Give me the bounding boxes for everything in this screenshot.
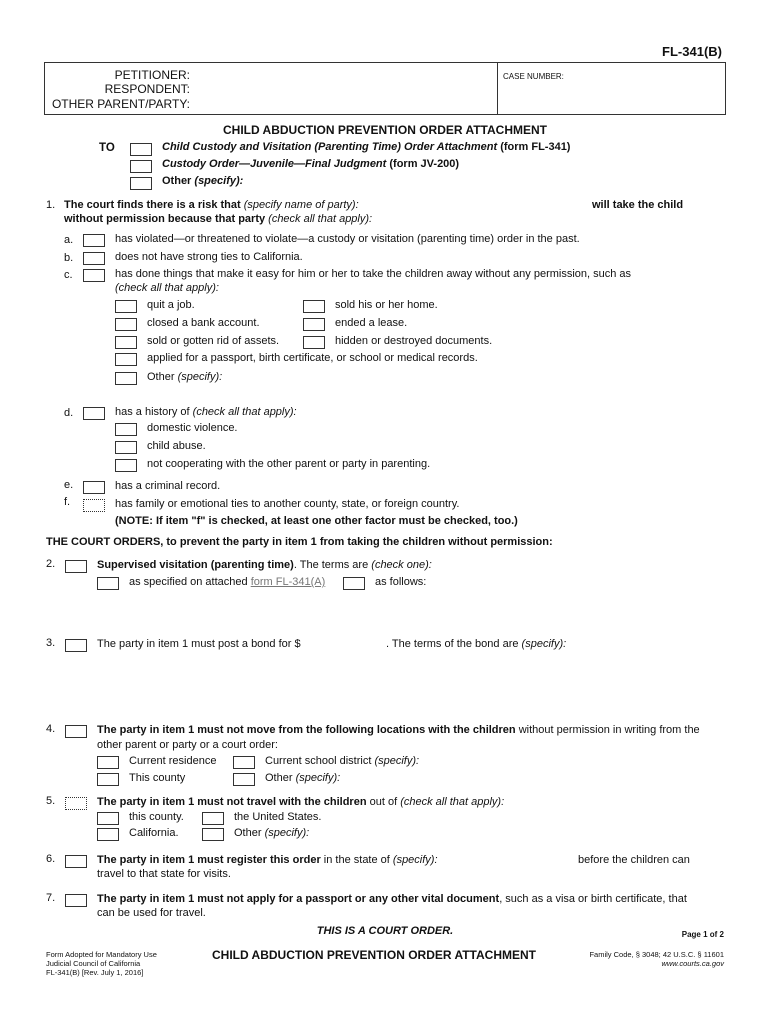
domestic-violence-label: domestic violence. <box>147 422 238 434</box>
to-fl341-option: Child Custody and Visitation (Parenting Time) Order Attachment (form FL-341) <box>162 141 571 153</box>
item1d-letter: d. <box>64 407 74 419</box>
respondent-label: RESPONDENT: <box>104 82 190 96</box>
item1d-checkbox[interactable] <box>83 407 105 420</box>
item6-checkbox[interactable] <box>65 855 87 868</box>
item1e-letter: e. <box>64 479 74 491</box>
page-number: Page 1 of 2 <box>681 930 724 939</box>
item3-checkbox[interactable] <box>65 639 87 652</box>
to-jv200-checkbox[interactable] <box>130 160 152 173</box>
item2-attached-label: as specified on attached form FL-341(A) <box>129 576 326 588</box>
closed-bank-label: closed a bank account. <box>147 317 260 329</box>
item6-line2: travel to that state for visits. <box>97 868 231 880</box>
item1c-text: has done things that make it easy for him or her to take the children away without any permission, such as <box>115 268 632 280</box>
domestic-violence-checkbox[interactable] <box>115 423 137 436</box>
current-residence-label: Current residence <box>129 755 217 767</box>
item1b-letter: b. <box>64 252 74 264</box>
item5-this-county-checkbox[interactable] <box>97 812 119 825</box>
item7-lead: The party in item 1 must not apply for a passport or any other vital document, such as a visa or birth certificate, that <box>97 893 687 905</box>
item1c-other-checkbox[interactable] <box>115 372 137 385</box>
item1f-checkbox[interactable] <box>83 499 105 512</box>
school-district-checkbox[interactable] <box>233 756 255 769</box>
item7-checkbox[interactable] <box>65 894 87 907</box>
not-cooperating-label: not cooperating with the other parent or party in parenting. <box>147 458 431 470</box>
quit-job-label: quit a job. <box>147 299 195 311</box>
item3-lead: The party in item 1 must post a bond for $ <box>97 638 301 650</box>
footer-form-rev: FL-341(B) [Rev. July 1, 2016] <box>46 968 144 977</box>
item1c-text2: (check all that apply): <box>115 282 219 294</box>
item5-other-checkbox[interactable] <box>202 828 224 841</box>
sold-assets-checkbox[interactable] <box>115 336 137 349</box>
item1c-letter: c. <box>64 269 73 281</box>
item2-as-follows-label: as follows: <box>375 576 427 588</box>
to-jv200-option: Custody Order—Juvenile—Final Judgment (form JV-200) <box>162 158 460 170</box>
sold-assets-label: sold or gotten rid of assets. <box>147 335 280 347</box>
footer-adopted: Form Adopted for Mandatory Use <box>46 950 157 959</box>
item5-us-label: the United States. <box>234 811 322 823</box>
child-abuse-checkbox[interactable] <box>115 441 137 454</box>
item1-lead: The court finds there is a risk that (specify name of party): <box>64 199 359 211</box>
item5-this-county-label: this county. <box>129 811 184 823</box>
not-cooperating-checkbox[interactable] <box>115 459 137 472</box>
item5-ca-label: California. <box>129 827 179 839</box>
item1f-note: (NOTE: If item "f" is checked, at least one other factor must be checked, too.) <box>115 515 518 527</box>
item1d-text: has a history of (check all that apply): <box>115 406 297 418</box>
footer-citation: Family Code, § 3048; 42 U.S.C. § 11601 <box>589 950 724 959</box>
item6-lead: The party in item 1 must register this order in the state of (specify): <box>97 854 438 866</box>
item1e-checkbox[interactable] <box>83 481 105 494</box>
passport-applied-label: applied for a passport, birth certificate, or school or medical records. <box>147 352 478 364</box>
footer-council: Judicial Council of California <box>46 959 141 968</box>
case-number-label: CASE NUMBER: <box>503 72 564 81</box>
hidden-docs-label: hidden or destroyed documents. <box>335 335 493 347</box>
item1f-letter: f. <box>64 496 71 508</box>
current-residence-checkbox[interactable] <box>97 756 119 769</box>
item5-lead: The party in item 1 must not travel with the children out of (check all that apply): <box>97 796 505 808</box>
to-fl341-checkbox[interactable] <box>130 143 152 156</box>
item7-number: 7. <box>46 892 56 904</box>
item2-checkbox[interactable] <box>65 560 87 573</box>
orders-heading: THE COURT ORDERS, to prevent the party in item 1 from taking the children without permission: <box>46 536 553 548</box>
sold-home-checkbox[interactable] <box>303 300 325 313</box>
item1b-checkbox[interactable] <box>83 252 105 265</box>
item5-ca-checkbox[interactable] <box>97 828 119 841</box>
item6-number: 6. <box>46 853 56 865</box>
ended-lease-label: ended a lease. <box>335 317 408 329</box>
item1a-text: has violated—or threatened to violate—a custody or visitation (parenting time) order in the past. <box>115 233 580 245</box>
other-party-label: OTHER PARENT/PARTY: <box>51 97 190 111</box>
item1a-checkbox[interactable] <box>83 234 105 247</box>
passport-applied-checkbox[interactable] <box>115 353 137 366</box>
quit-job-checkbox[interactable] <box>115 300 137 313</box>
to-label: TO <box>99 142 115 154</box>
item4-checkbox[interactable] <box>65 725 87 738</box>
item6-tail: before the children can <box>578 854 690 866</box>
item1-line2: without permission because that party (check all that apply): <box>64 213 373 225</box>
sold-home-label: sold his or her home. <box>335 299 438 311</box>
footer-title: CHILD ABDUCTION PREVENTION ORDER ATTACHMENT <box>212 948 536 962</box>
item5-other-label: Other (specify): <box>234 827 310 839</box>
ended-lease-checkbox[interactable] <box>303 318 325 331</box>
item2-as-follows-checkbox[interactable] <box>343 577 365 590</box>
school-district-label: Current school district (specify): <box>265 755 420 767</box>
page-title: CHILD ABDUCTION PREVENTION ORDER ATTACHMENT <box>223 123 547 137</box>
item4-other-checkbox[interactable] <box>233 773 255 786</box>
item4-line2: other parent or party or a court order: <box>97 739 278 751</box>
closed-bank-checkbox[interactable] <box>115 318 137 331</box>
item4-number: 4. <box>46 723 56 735</box>
item1a-letter: a. <box>64 234 74 246</box>
item2-number: 2. <box>46 558 56 570</box>
item1b-text: does not have strong ties to California. <box>115 251 303 263</box>
item1-tail: will take the child <box>592 199 684 211</box>
item1-number: 1. <box>46 199 56 211</box>
item2-attached-checkbox[interactable] <box>97 577 119 590</box>
item5-us-checkbox[interactable] <box>202 812 224 825</box>
item4-this-county-label: This county <box>129 772 186 784</box>
item1f-text: has family or emotional ties to another county, state, or foreign country. <box>115 498 460 510</box>
item5-checkbox[interactable] <box>65 797 87 810</box>
item7-line2: can be used for travel. <box>97 907 206 919</box>
item2-lead: Supervised visitation (parenting time). The terms are (check one): <box>97 559 432 571</box>
to-other-checkbox[interactable] <box>130 177 152 190</box>
item1c-other-label: Other (specify): <box>147 371 223 383</box>
item3-tail: . The terms of the bond are (specify): <box>386 638 567 650</box>
item1e-text: has a criminal record. <box>115 480 221 492</box>
child-abuse-label: child abuse. <box>147 440 206 452</box>
caption-divider <box>497 62 498 115</box>
item1c-checkbox[interactable] <box>83 269 105 282</box>
form-id: FL-341(B) <box>662 44 722 59</box>
footer-website[interactable]: www.courts.ca.gov <box>661 959 724 968</box>
court-order-notice: THIS IS A COURT ORDER. <box>316 925 454 937</box>
fl341a-link[interactable]: form FL-341(A) <box>250 576 326 588</box>
petitioner-label: PETITIONER: <box>114 68 190 82</box>
to-other-option: Other (specify): <box>162 175 244 187</box>
item3-number: 3. <box>46 637 56 649</box>
item4-lead: The party in item 1 must not move from the following locations with the children without permission in writing from the <box>97 724 700 736</box>
item5-number: 5. <box>46 795 56 807</box>
item4-this-county-checkbox[interactable] <box>97 773 119 786</box>
hidden-docs-checkbox[interactable] <box>303 336 325 349</box>
item4-other-label: Other (specify): <box>265 772 341 784</box>
